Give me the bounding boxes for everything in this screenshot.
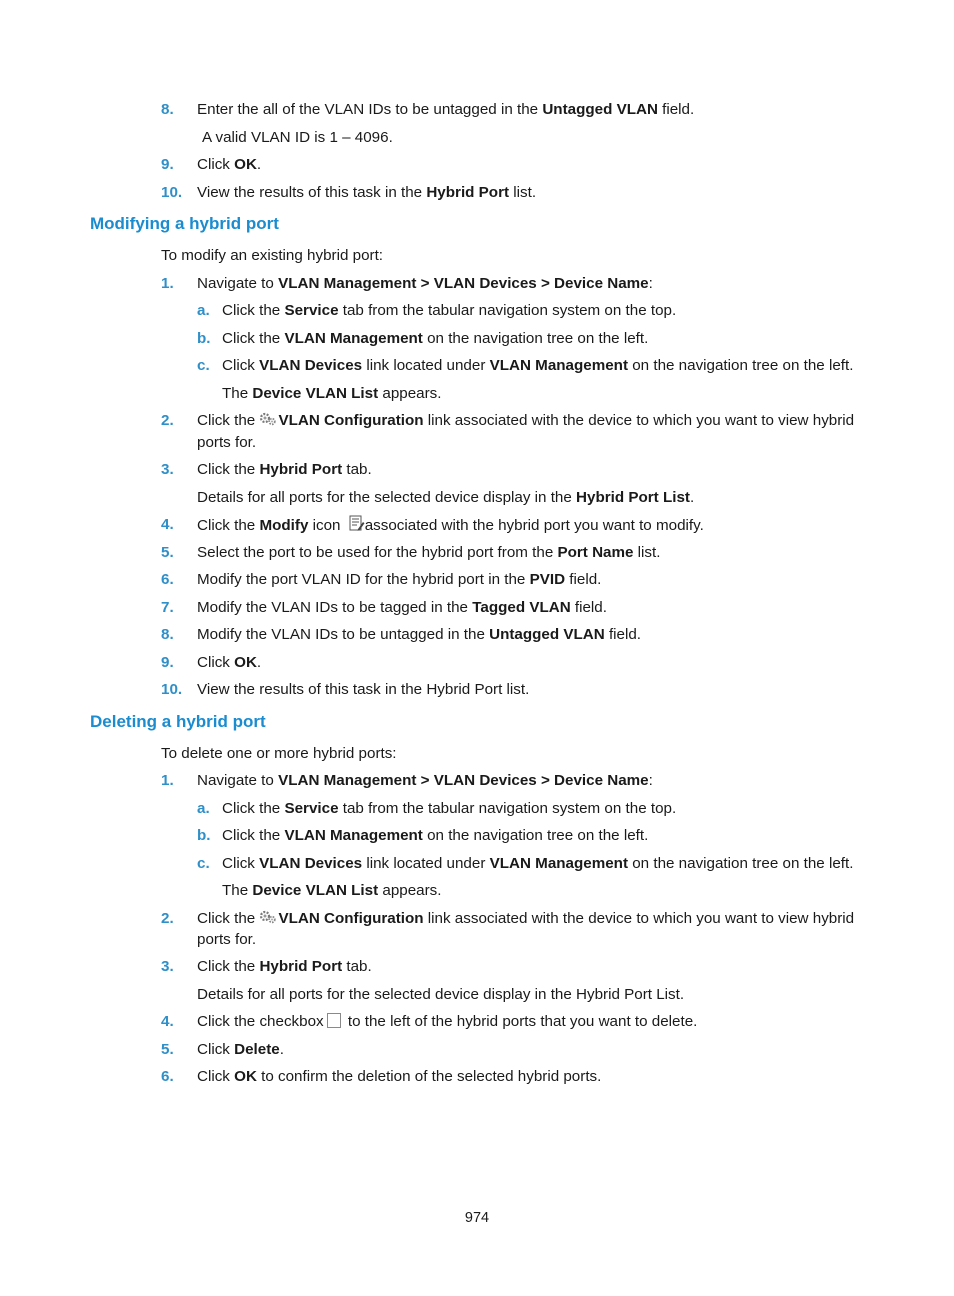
text: tab. [342,461,372,478]
ui-term: VLAN Configuration [278,412,424,429]
step-text [197,515,704,536]
ui-term: VLAN Management > VLAN Devices > Device Name [278,772,649,789]
ui-term: VLAN Management > VLAN Devices > Device Name [278,275,649,292]
substep-text [222,826,648,846]
step-number: 4. [161,1013,174,1030]
section-intro: To delete one or more hybrid ports: [161,745,397,762]
text: tab from the tabular navigation system on the top. [338,302,677,319]
substep-letter: b. [197,827,211,844]
ui-term: VLAN Configuration [278,910,424,927]
text: to confirm the deletion of the selected hybrid ports. [256,1068,602,1085]
text: to the left of the hybrid ports that you want to delete. [343,1013,698,1030]
step-text [197,909,854,929]
step-number: 5. [161,1041,174,1058]
text: Click [222,855,260,872]
step-text [197,625,641,645]
step-number: 3. [161,958,174,975]
section-heading-delete: Deleting a hybrid port [90,712,266,731]
ui-term: OK [234,654,257,671]
step-number: 4. [161,516,174,533]
text: Click the [197,412,260,429]
step-number: 10. [161,184,183,201]
text: Click the [197,517,260,534]
text: The [222,882,253,899]
substep-letter: a. [197,302,210,319]
step-text-continued: ports for. [197,931,257,948]
ui-term: Hybrid Port [426,184,510,201]
text: Modify the port VLAN ID for the hybrid port in the [197,571,530,588]
step-text [197,411,854,431]
ui-term: Device VLAN List [252,882,379,899]
ui-term: Device VLAN List [252,385,379,402]
substep-text [222,329,648,349]
step-text: View the results of this task in the Hybrid Port list. [197,681,530,698]
step-text [197,1040,284,1060]
step-note: A valid VLAN ID is 1 – 4096. [202,129,393,146]
text: on the navigation tree on the left. [628,855,854,872]
step-text-continued: ports for. [197,434,257,451]
step-note [197,488,694,508]
text: Click the [222,800,285,817]
ui-term: Tagged VLAN [472,599,571,616]
step-note: Details for all ports for the selected device display in the Hybrid Port List. [197,986,685,1003]
text: Click [197,1041,235,1058]
step-number: 6. [161,571,174,588]
substep-text [222,301,676,321]
text: link located under [362,357,490,374]
checkbox-icon [327,1013,341,1028]
ui-term: Delete [234,1041,280,1058]
step-number: 7. [161,599,174,616]
step-text [197,653,261,673]
text: tab from the tabular navigation system on the top. [338,800,677,817]
ui-term: VLAN Management [284,827,423,844]
page-number: 974 [464,1210,490,1226]
ui-term: Service [284,302,339,319]
text: View the results of this task in the [197,184,427,201]
substep-note [222,881,441,901]
text: Modify the VLAN IDs to be untagged in the [197,626,490,643]
section-intro: To modify an existing hybrid port: [161,247,384,264]
ui-term: Untagged VLAN [489,626,605,643]
text: The [222,385,253,402]
substep-letter: c. [197,357,210,374]
text: field. [570,599,607,616]
text: Click [222,357,260,374]
ui-term: VLAN Management [489,357,629,374]
ui-term: Service [284,800,339,817]
text: : [648,772,653,789]
text: Enter the all of the VLAN IDs to be untagged in the [197,101,543,118]
step-text [197,598,607,618]
step-number: 9. [161,156,174,173]
step-number: 6. [161,1068,174,1085]
gear-icon [259,910,277,924]
section-heading-modify: Modifying a hybrid port [90,214,279,233]
text: field. [565,571,602,588]
text: appears. [378,385,442,402]
text: icon [308,517,345,534]
text: link associated with the device to which you want to view hybrid [423,910,855,927]
ui-term: VLAN Management [489,855,629,872]
step-number: 8. [161,101,174,118]
ui-term: OK [234,1068,257,1085]
step-text [197,100,694,120]
ui-term: VLAN Management [284,330,423,347]
text: on the navigation tree on the left. [422,827,649,844]
substep-text [222,799,676,819]
step-text [197,543,660,563]
step-number: 2. [161,412,174,429]
text: . [256,654,262,671]
text: Navigate to [197,772,279,789]
ui-term: Hybrid Port [259,958,343,975]
text: Click the [222,827,285,844]
step-text [197,771,653,791]
text: link located under [362,855,490,872]
ui-term: Hybrid Port [259,461,343,478]
step-text [197,155,261,175]
modify-icon [349,515,365,532]
substep-text [222,356,853,376]
step-text [197,1012,697,1032]
step-number: 2. [161,910,174,927]
ui-term: Hybrid Port List [576,489,690,506]
text: Click the [197,958,260,975]
text: Click the [197,461,260,478]
text: Click the [222,302,285,319]
text: Click [197,1068,235,1085]
gear-icon [259,412,277,426]
text: on the navigation tree on the left. [628,357,854,374]
substep-letter: a. [197,800,210,817]
ui-term: VLAN Devices [259,357,363,374]
text: . [279,1041,284,1058]
text: : [648,275,653,292]
substep-letter: c. [197,855,210,872]
text: Modify the VLAN IDs to be tagged in the [197,599,473,616]
text: appears. [378,882,442,899]
step-text [197,1067,601,1087]
text: Details for all ports for the selected device display in the [197,489,577,506]
text: on the navigation tree on the left. [422,330,649,347]
text: . [689,489,695,506]
step-number: 5. [161,544,174,561]
text: link associated with the device to which you want to view hybrid [423,412,855,429]
step-text [197,570,601,590]
text: . [256,156,262,173]
substep-text [222,854,853,874]
step-number: 8. [161,626,174,643]
text: list. [633,544,661,561]
text: field. [657,101,695,118]
step-text [197,460,372,480]
text: associated with the hybrid port you want to modify. [364,517,704,534]
ui-term: Port Name [557,544,634,561]
text: Select the port to be used for the hybrid port from the [197,544,558,561]
text: Click [197,654,235,671]
step-text [197,957,372,977]
step-number: 1. [161,772,174,789]
step-number: 9. [161,654,174,671]
ui-term: OK [234,156,257,173]
text: tab. [342,958,372,975]
text: Click the [222,330,285,347]
step-number: 1. [161,275,174,292]
ui-term: Modify [259,517,309,534]
text: Navigate to [197,275,279,292]
step-text [197,183,536,203]
ui-term: VLAN Devices [259,855,363,872]
text: Click [197,156,235,173]
ui-term: Untagged VLAN [542,101,658,118]
substep-letter: b. [197,330,211,347]
step-text [197,274,653,294]
text: Click the [197,910,260,927]
step-number: 10. [161,681,183,698]
text: field. [604,626,642,643]
text: list. [509,184,537,201]
step-number: 3. [161,461,174,478]
substep-note [222,384,441,404]
ui-term: PVID [529,571,566,588]
text: Click the checkbox [197,1013,324,1030]
